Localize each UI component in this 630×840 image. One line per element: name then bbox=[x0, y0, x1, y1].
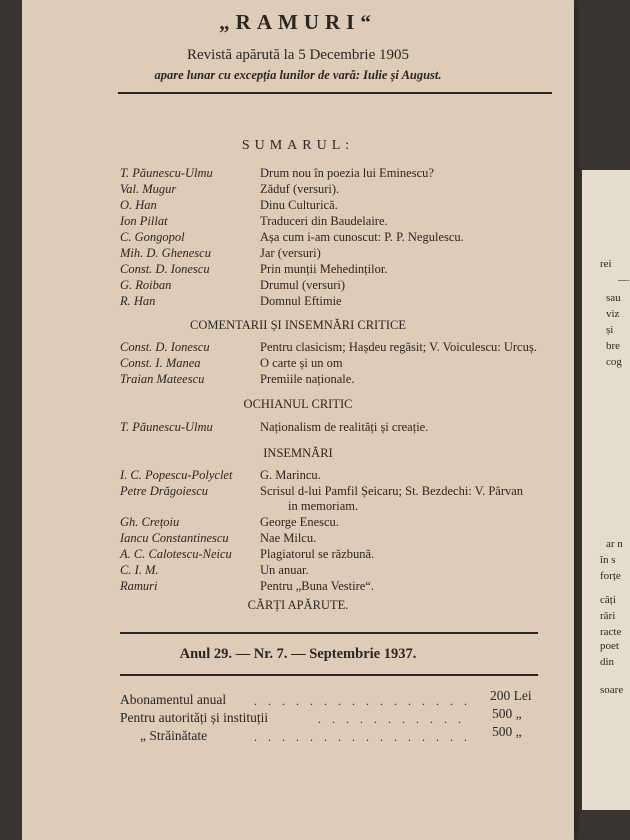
toc-work: O carte și un om bbox=[260, 356, 343, 370]
section-heading-ochianul: OCHIANUL CRITIC bbox=[243, 397, 353, 411]
issue-rule-bottom bbox=[120, 674, 538, 676]
facing-text: bre bbox=[606, 340, 621, 352]
toc-author: Ion Pillat bbox=[120, 214, 168, 228]
toc-author: Const. D. Ionescu bbox=[120, 340, 210, 354]
toc-author: R. Han bbox=[120, 294, 156, 308]
toc-author: Val. Mugur bbox=[120, 182, 177, 196]
toc-author: Const. I. Manea bbox=[120, 356, 201, 370]
facing-page bbox=[582, 170, 630, 810]
toc-work: Nae Milcu. bbox=[260, 531, 317, 545]
toc-work: Zăduf (versuri). bbox=[260, 182, 340, 196]
toc-author: Mih. D. Ghenescu bbox=[120, 246, 211, 260]
masthead-rule bbox=[118, 92, 552, 94]
leader-dots: . . . . . . . . . . . bbox=[318, 712, 465, 726]
section-heading-insemnari: INSEMNĂRI bbox=[263, 446, 333, 460]
toc-author: Gh. Crețoiu bbox=[120, 515, 180, 529]
price-value: 500 „ bbox=[492, 706, 522, 721]
toc-work: Pentru „Buna Vestire“. bbox=[260, 579, 374, 593]
facing-text: poet bbox=[600, 640, 619, 652]
frequency-note: apare lunar cu excepția lunilor de vară: Iulie și August. bbox=[154, 68, 442, 82]
toc-work: Traduceri din Baudelaire. bbox=[260, 214, 388, 228]
toc-author: O. Han bbox=[120, 198, 157, 212]
toc-work: Premiile naționale. bbox=[260, 372, 355, 386]
toc-work: Dinu Culturică. bbox=[260, 198, 338, 212]
facing-text: soare bbox=[600, 684, 624, 696]
leader-dots: . . . . . . . . . . . . . . . . bbox=[254, 694, 471, 708]
toc-work: Drumul (versuri) bbox=[260, 278, 346, 292]
toc-work: Jar (versuri) bbox=[260, 246, 321, 260]
facing-text: din bbox=[600, 656, 615, 668]
journal-page bbox=[22, 0, 574, 840]
facing-text: și bbox=[606, 324, 614, 336]
facing-text: rări bbox=[600, 610, 616, 622]
price-value: 200 Lei bbox=[490, 688, 532, 703]
facing-text: viz bbox=[606, 308, 620, 320]
toc-author: C. I. M. bbox=[120, 563, 159, 577]
toc-work: Scrisul d-lui Pamfil Șeicaru; St. Bezdechi: V. Pârvan bbox=[260, 484, 524, 498]
facing-text: racte bbox=[600, 626, 622, 638]
toc-work: Naționalism de realități și creație. bbox=[260, 420, 429, 434]
toc-work: Drum nou în poezia lui Eminescu? bbox=[260, 166, 434, 180]
facing-text: câți bbox=[600, 594, 616, 606]
toc-author: Petre Drăgoiescu bbox=[120, 484, 209, 498]
facing-text: — bbox=[618, 274, 629, 286]
facing-text: rei bbox=[600, 258, 612, 270]
facing-text: în s bbox=[600, 554, 616, 566]
toc-work: Pentru clasicism; Hașdeu regăsit; V. Voiculescu: Urcuș. bbox=[260, 340, 537, 354]
toc-work: Un anuar. bbox=[260, 563, 309, 577]
toc-author: C. Gongopol bbox=[120, 230, 185, 244]
toc-author: Ramuri bbox=[120, 579, 158, 593]
toc-author: Traian Mateescu bbox=[120, 372, 205, 386]
contents-heading: SUMARUL: bbox=[241, 138, 355, 153]
leader-dots: . . . . . . . . . . . . . . . . bbox=[254, 730, 471, 744]
toc-work: Plagiatorul se răzbună. bbox=[260, 547, 375, 561]
toc-author: Const. D. Ionescu bbox=[120, 262, 210, 276]
facing-text: ar n bbox=[606, 538, 623, 550]
toc-author: I. C. Popescu-Polyclet bbox=[120, 468, 233, 482]
price-label: Abonamentul anual bbox=[120, 692, 227, 707]
toc-work: Prin munții Mehedinților. bbox=[260, 262, 388, 276]
facing-text: cog bbox=[606, 356, 622, 368]
facing-text: forțe bbox=[600, 570, 621, 582]
founding-note: Revistă apărută la 5 Decembrie 1905 bbox=[187, 47, 409, 63]
toc-author: G. Roiban bbox=[120, 278, 172, 292]
toc-work: G. Marincu. bbox=[260, 468, 321, 482]
toc-work: in memoriam. bbox=[288, 499, 359, 513]
toc-author: T. Păunescu-Ulmu bbox=[120, 166, 213, 180]
toc-author: Iancu Constantinescu bbox=[120, 531, 229, 545]
toc-author: T. Păunescu-Ulmu bbox=[120, 420, 213, 434]
price-value: 500 „ bbox=[492, 724, 522, 739]
toc-author: A. C. Calotescu-Neicu bbox=[120, 547, 232, 561]
journal-title: „RAMURI“ bbox=[219, 10, 377, 34]
toc-work: Domnul Eftimie bbox=[260, 294, 342, 308]
facing-text: sau bbox=[606, 292, 621, 304]
toc-work: Așa cum i-am cunoscut: P. P. Negulescu. bbox=[260, 230, 464, 244]
section-heading-carti: CĂRȚI APĂRUTE. bbox=[247, 598, 349, 612]
issue-rule-top bbox=[120, 632, 538, 634]
section-heading-comentarii: COMENTARII ȘI INSEMNĂRI CRITICE bbox=[189, 318, 406, 332]
issue-line: Anul 29. — Nr. 7. — Septembrie 1937. bbox=[179, 646, 417, 662]
price-label: Pentru autorități și instituții bbox=[120, 710, 269, 725]
toc-work: George Enescu. bbox=[260, 515, 339, 529]
price-label: „ Străinătate bbox=[140, 728, 208, 743]
